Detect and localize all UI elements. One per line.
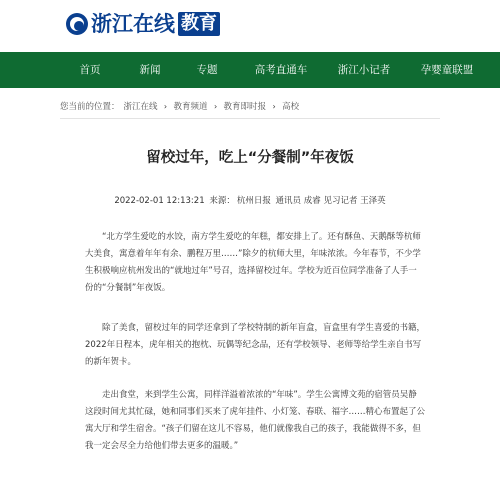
site-header bbox=[0, 0, 500, 52]
chevron-right-icon: › bbox=[213, 101, 218, 111]
breadcrumb-prefix: 您当前的位置： bbox=[60, 102, 120, 112]
article-date: 2022-02-01 12:13:21 bbox=[114, 196, 205, 206]
site-logo[interactable] bbox=[66, 11, 220, 37]
breadcrumb-divider bbox=[60, 118, 440, 119]
breadcrumb-item-zjol[interactable]: 浙江在线 bbox=[123, 102, 158, 112]
article-paragraph: 走出食堂，来到学生公寓，同样洋溢着浓浓的“年味”。学生公寓博文苑的宿管员吴静这段时间尤其忙碌，她和同事们买来了虎年挂件、小灯笼、春联、福字……精心布置起了公寓大厅和学生宿舍。“孩子们留在这儿不容易，他们就像我自己的孩子，我能做得不多，但我一定会尽全力给他们带去更多的温暖。” bbox=[85, 390, 426, 451]
article-title: 留校过年，吃上“分餐制”年夜饭 bbox=[146, 150, 354, 166]
article-paragraph: “北方学生爱吃的水饺，南方学生爱吃的年糕，都安排上了。还有酥鱼、天鹅酥等杭师大美食，寓意着年年有余、鹏程万里……”除夕的杭师大里，年味浓浓。今年春节，不少学生积极响应杭州发出的“就地过年”号召，选择留校过年。学校为近百位同学准备了人手一份的“分餐制”年夜饭。 bbox=[85, 232, 421, 293]
nav-item-topics[interactable]: 专题 bbox=[196, 64, 218, 76]
nav-item-parenting[interactable]: 孕婴童联盟 bbox=[420, 64, 474, 76]
logo-emblem-icon bbox=[66, 13, 88, 35]
logo-text: 浙江在线 bbox=[91, 12, 175, 36]
chevron-right-icon: › bbox=[272, 101, 276, 111]
chevron-right-icon: › bbox=[163, 101, 168, 111]
article-correspondent: 通讯员 成睿 见习记者 王泽英 bbox=[275, 196, 386, 206]
breadcrumb-item-university[interactable]: 高校 bbox=[282, 102, 300, 112]
article-paragraph: 除了美食，留校过年的同学还拿到了学校特制的新年盲盒，盲盒里有学生喜爱的书籍，2022年日程本，虎年相关的抱枕、玩偶等纪念品，还有学校领导、老师等给学生亲自书写的新年贺卡。 bbox=[85, 323, 426, 367]
nav-item-young-reporter[interactable]: 浙江小记者 bbox=[337, 64, 391, 76]
article-meta bbox=[60, 194, 440, 206]
breadcrumb bbox=[60, 100, 299, 112]
article-source-label: 来源： bbox=[209, 196, 235, 206]
main-nav bbox=[0, 52, 500, 88]
logo-badge: 教育 bbox=[178, 12, 220, 36]
breadcrumb-item-education[interactable]: 教育频道 bbox=[173, 102, 208, 112]
nav-item-home[interactable]: 首页 bbox=[79, 64, 101, 76]
nav-item-gaokao[interactable]: 高考直通车 bbox=[254, 64, 308, 76]
nav-item-news[interactable]: 新闻 bbox=[139, 64, 161, 76]
breadcrumb-item-edu-news[interactable]: 教育即时报 bbox=[223, 102, 267, 112]
article-source: 杭州日报 bbox=[236, 196, 271, 206]
